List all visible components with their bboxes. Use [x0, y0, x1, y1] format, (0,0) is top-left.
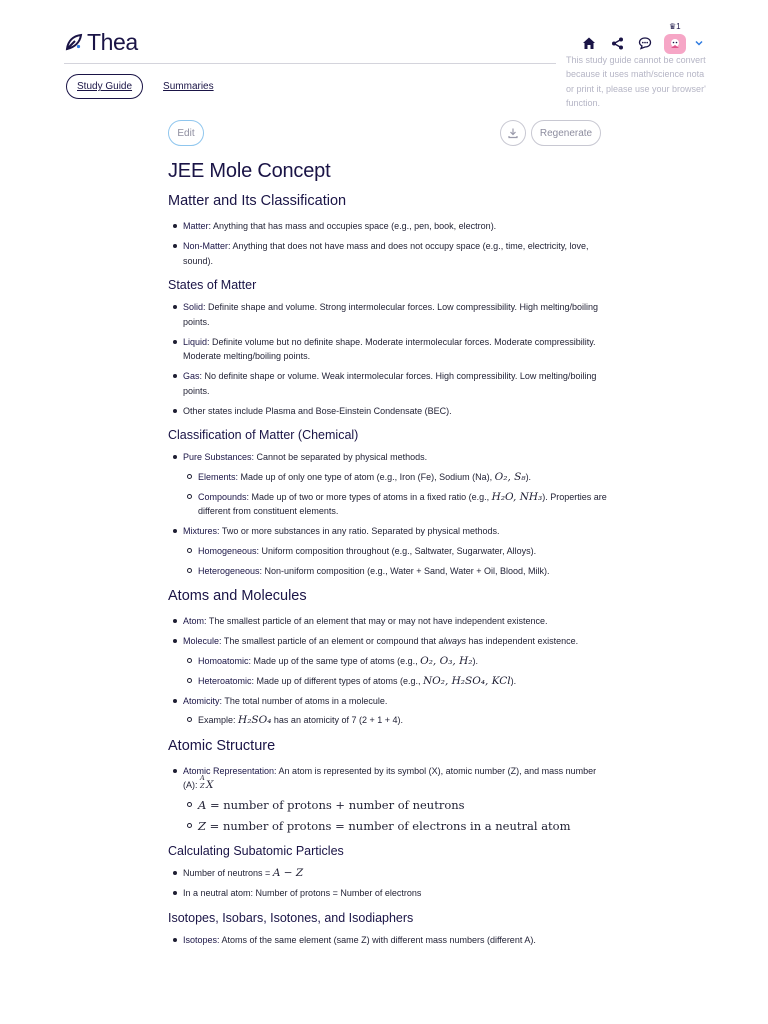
definition-end: has independent existence. [466, 636, 579, 646]
section-heading: Matter and Its Classification [168, 193, 347, 209]
chat-icon[interactable] [636, 34, 654, 52]
definition: Cannot be separated by physical methods. [254, 452, 428, 462]
list-item [198, 798, 608, 814]
list-item [183, 404, 608, 419]
tab-study-guide[interactable]: Study Guide [66, 74, 143, 99]
share-icon[interactable] [608, 34, 626, 52]
term: Isotopes: [183, 934, 220, 945]
list-item [198, 564, 608, 579]
formula: H₂O, NH₃ [491, 490, 543, 503]
subsection-heading: Isotopes, Isobars, Isotones, and Isodiaphers [168, 910, 414, 925]
term: Liquid: [183, 336, 210, 347]
tab-bar [66, 74, 224, 99]
definition: Made up of the same type of atoms (e.g., [251, 655, 421, 666]
term: Elements: [198, 471, 239, 482]
sub-list [183, 470, 608, 519]
export-tooltip [566, 53, 768, 110]
list-item [198, 490, 608, 519]
formula: NO₂, H₂SO₄, KCl [422, 674, 511, 687]
bullet-list [168, 219, 608, 268]
page-title: JEE Mole Concept [168, 160, 331, 182]
list-item [198, 819, 608, 835]
term: Compounds: [198, 491, 250, 502]
list-item [183, 524, 608, 578]
list-item [183, 450, 608, 519]
definition-end: ). [472, 655, 478, 666]
list-item [183, 933, 608, 948]
list-item [183, 335, 608, 364]
definition: In a neutral atom: Number of protons = Number of electrons [183, 888, 422, 898]
subsection-heading: Classification of Matter (Chemical) [168, 428, 359, 442]
list-item [183, 634, 608, 688]
list-item [183, 694, 608, 728]
definition: Anything that does not have mass and does not occupy space (e.g., time, electricity, love, sound). [183, 241, 589, 266]
crown-icon: ♛1 [669, 22, 681, 31]
term: Mixtures: [183, 526, 220, 536]
term: Homoatomic: [198, 655, 252, 666]
definition: Example: [198, 715, 239, 725]
term: Non-Matter: [183, 241, 231, 251]
tooltip-line: This study guide cannot be convert [566, 55, 706, 65]
definition-end: ). Properties are different from constituent elements. [198, 491, 607, 516]
definition-end: has an atomicity of 7 (2 + 1 + 4). [271, 715, 403, 725]
equation-lhs: A [198, 797, 207, 812]
bullet-list [168, 866, 608, 901]
list-item [183, 239, 608, 268]
bullet-list [168, 933, 608, 948]
definition: Definite volume but no definite shape. Moderate intermolecular forces. Moderate compressibility. Moderate melting/boiling points. [183, 336, 596, 361]
logo-text: Thea [87, 29, 138, 55]
list-item [183, 614, 608, 629]
definition: The smallest particle of an element that may or may not have independent existence. [206, 616, 548, 626]
term: Homogeneous: [198, 545, 260, 556]
list-item [183, 369, 608, 398]
section-heading: Atoms and Molecules [168, 588, 307, 604]
study-guide-content [168, 157, 608, 957]
formula: O₂, S₈ [494, 470, 526, 483]
term: Atomicity: [183, 695, 223, 706]
atomic-number: Z [200, 782, 205, 790]
download-icon [507, 127, 519, 139]
nuclide-notation [200, 774, 216, 793]
element-symbol: X [206, 779, 214, 791]
bullet-list [168, 614, 608, 728]
term: Gas: [183, 371, 203, 381]
definition: Anything that has mass and occupies space (e.g., pen, book, electron). [211, 221, 497, 231]
term: Molecule: [183, 636, 222, 646]
list-item [198, 654, 608, 669]
definition: The total number of atoms in a molecule. [222, 695, 388, 706]
header-divider [64, 63, 556, 64]
definition: Uniform composition throughout (e.g., Saltwater, Sugarwater, Alloys). [259, 545, 537, 556]
list-item [198, 544, 608, 559]
list-item [183, 219, 608, 234]
chevron-down-icon[interactable] [694, 38, 704, 48]
formula: A − Z [272, 867, 304, 879]
definition-end: ). [525, 471, 532, 482]
edit-button[interactable]: Edit [168, 120, 204, 146]
term: Heteroatomic: [198, 675, 255, 686]
definition: Made up of two or more types of atoms in a fixed ratio (e.g., [249, 491, 492, 502]
term: Solid: [183, 302, 206, 312]
list-item [183, 886, 608, 901]
definition: Other states include Plasma and Bose-Einstein Condensate (BEC). [183, 405, 452, 416]
definition: Two or more substances in any ratio. Separated by physical methods. [219, 526, 500, 536]
bullet-list [168, 300, 608, 418]
equation-rhs: = number of protons = number of electrons in a neutral atom [206, 818, 571, 833]
tooltip-line: function. [566, 97, 601, 108]
home-icon[interactable] [580, 34, 598, 52]
logo[interactable] [64, 30, 138, 54]
subsection-heading: Calculating Subatomic Particles [168, 844, 344, 858]
sub-list [183, 654, 608, 689]
term: Matter: [183, 221, 212, 231]
list-item [183, 866, 608, 881]
list-item [198, 470, 608, 485]
subsection-heading: States of Matter [168, 278, 257, 292]
avatar-image [664, 34, 686, 54]
sub-list [183, 798, 608, 835]
document-toolbar [168, 120, 602, 146]
equation-rhs: = number of protons + number of neutrons [206, 797, 465, 812]
term: Atomic Representation: [183, 765, 277, 776]
mass-number: A [200, 774, 205, 782]
list-item [198, 674, 608, 689]
definition: Made up of only one type of atom (e.g., Iron (Fe), Sodium (Na), [238, 471, 495, 482]
sub-list [183, 713, 608, 728]
formula: O₂, O₃, H₂ [420, 654, 473, 667]
leaf-icon [64, 32, 84, 52]
tooltip-line: or print it, please use your browser' [566, 83, 706, 94]
term: Heterogeneous: [198, 565, 263, 576]
formula: H₂SO₄ [238, 714, 272, 726]
definition: An atom is represented by its symbol (X), atomic number (Z), and mass number (A): [183, 765, 597, 790]
term: Atom: [183, 616, 207, 626]
avatar-badge: 1 [676, 22, 681, 31]
bullet-list [168, 764, 608, 835]
emphasis: always [438, 636, 466, 646]
definition: The smallest particle of an element or compound that [221, 636, 439, 646]
tooltip-line: because it uses math/science nota [566, 69, 705, 80]
tab-summaries[interactable]: Summaries [163, 81, 214, 92]
bullet-list [168, 450, 608, 578]
definition: Atoms of the same element (same Z) with different mass numbers (different A). [219, 934, 536, 945]
list-item [198, 713, 608, 728]
download-button[interactable] [500, 120, 526, 146]
regenerate-button[interactable]: Regenerate [531, 120, 601, 146]
definition: No definite shape or volume. Weak intermolecular forces. High compressibility. Low melting/boiling points. [183, 371, 597, 396]
sub-list [183, 544, 608, 579]
definition: Definite shape and volume. Strong intermolecular forces. Low compressibility. High melting/boiling points. [183, 302, 599, 327]
equation-lhs: Z [198, 818, 206, 833]
definition: Number of neutrons = [183, 868, 273, 878]
definition-end: ). [510, 675, 517, 686]
term: Pure Substances: [183, 452, 255, 462]
list-item [183, 300, 608, 329]
definition: Non-uniform composition (e.g., Water + Sand, Water + Oil, Blood, Milk). [262, 565, 550, 576]
list-item [183, 764, 608, 835]
section-heading: Atomic Structure [168, 737, 276, 754]
definition: Made up of different types of atoms (e.g., [254, 675, 423, 686]
